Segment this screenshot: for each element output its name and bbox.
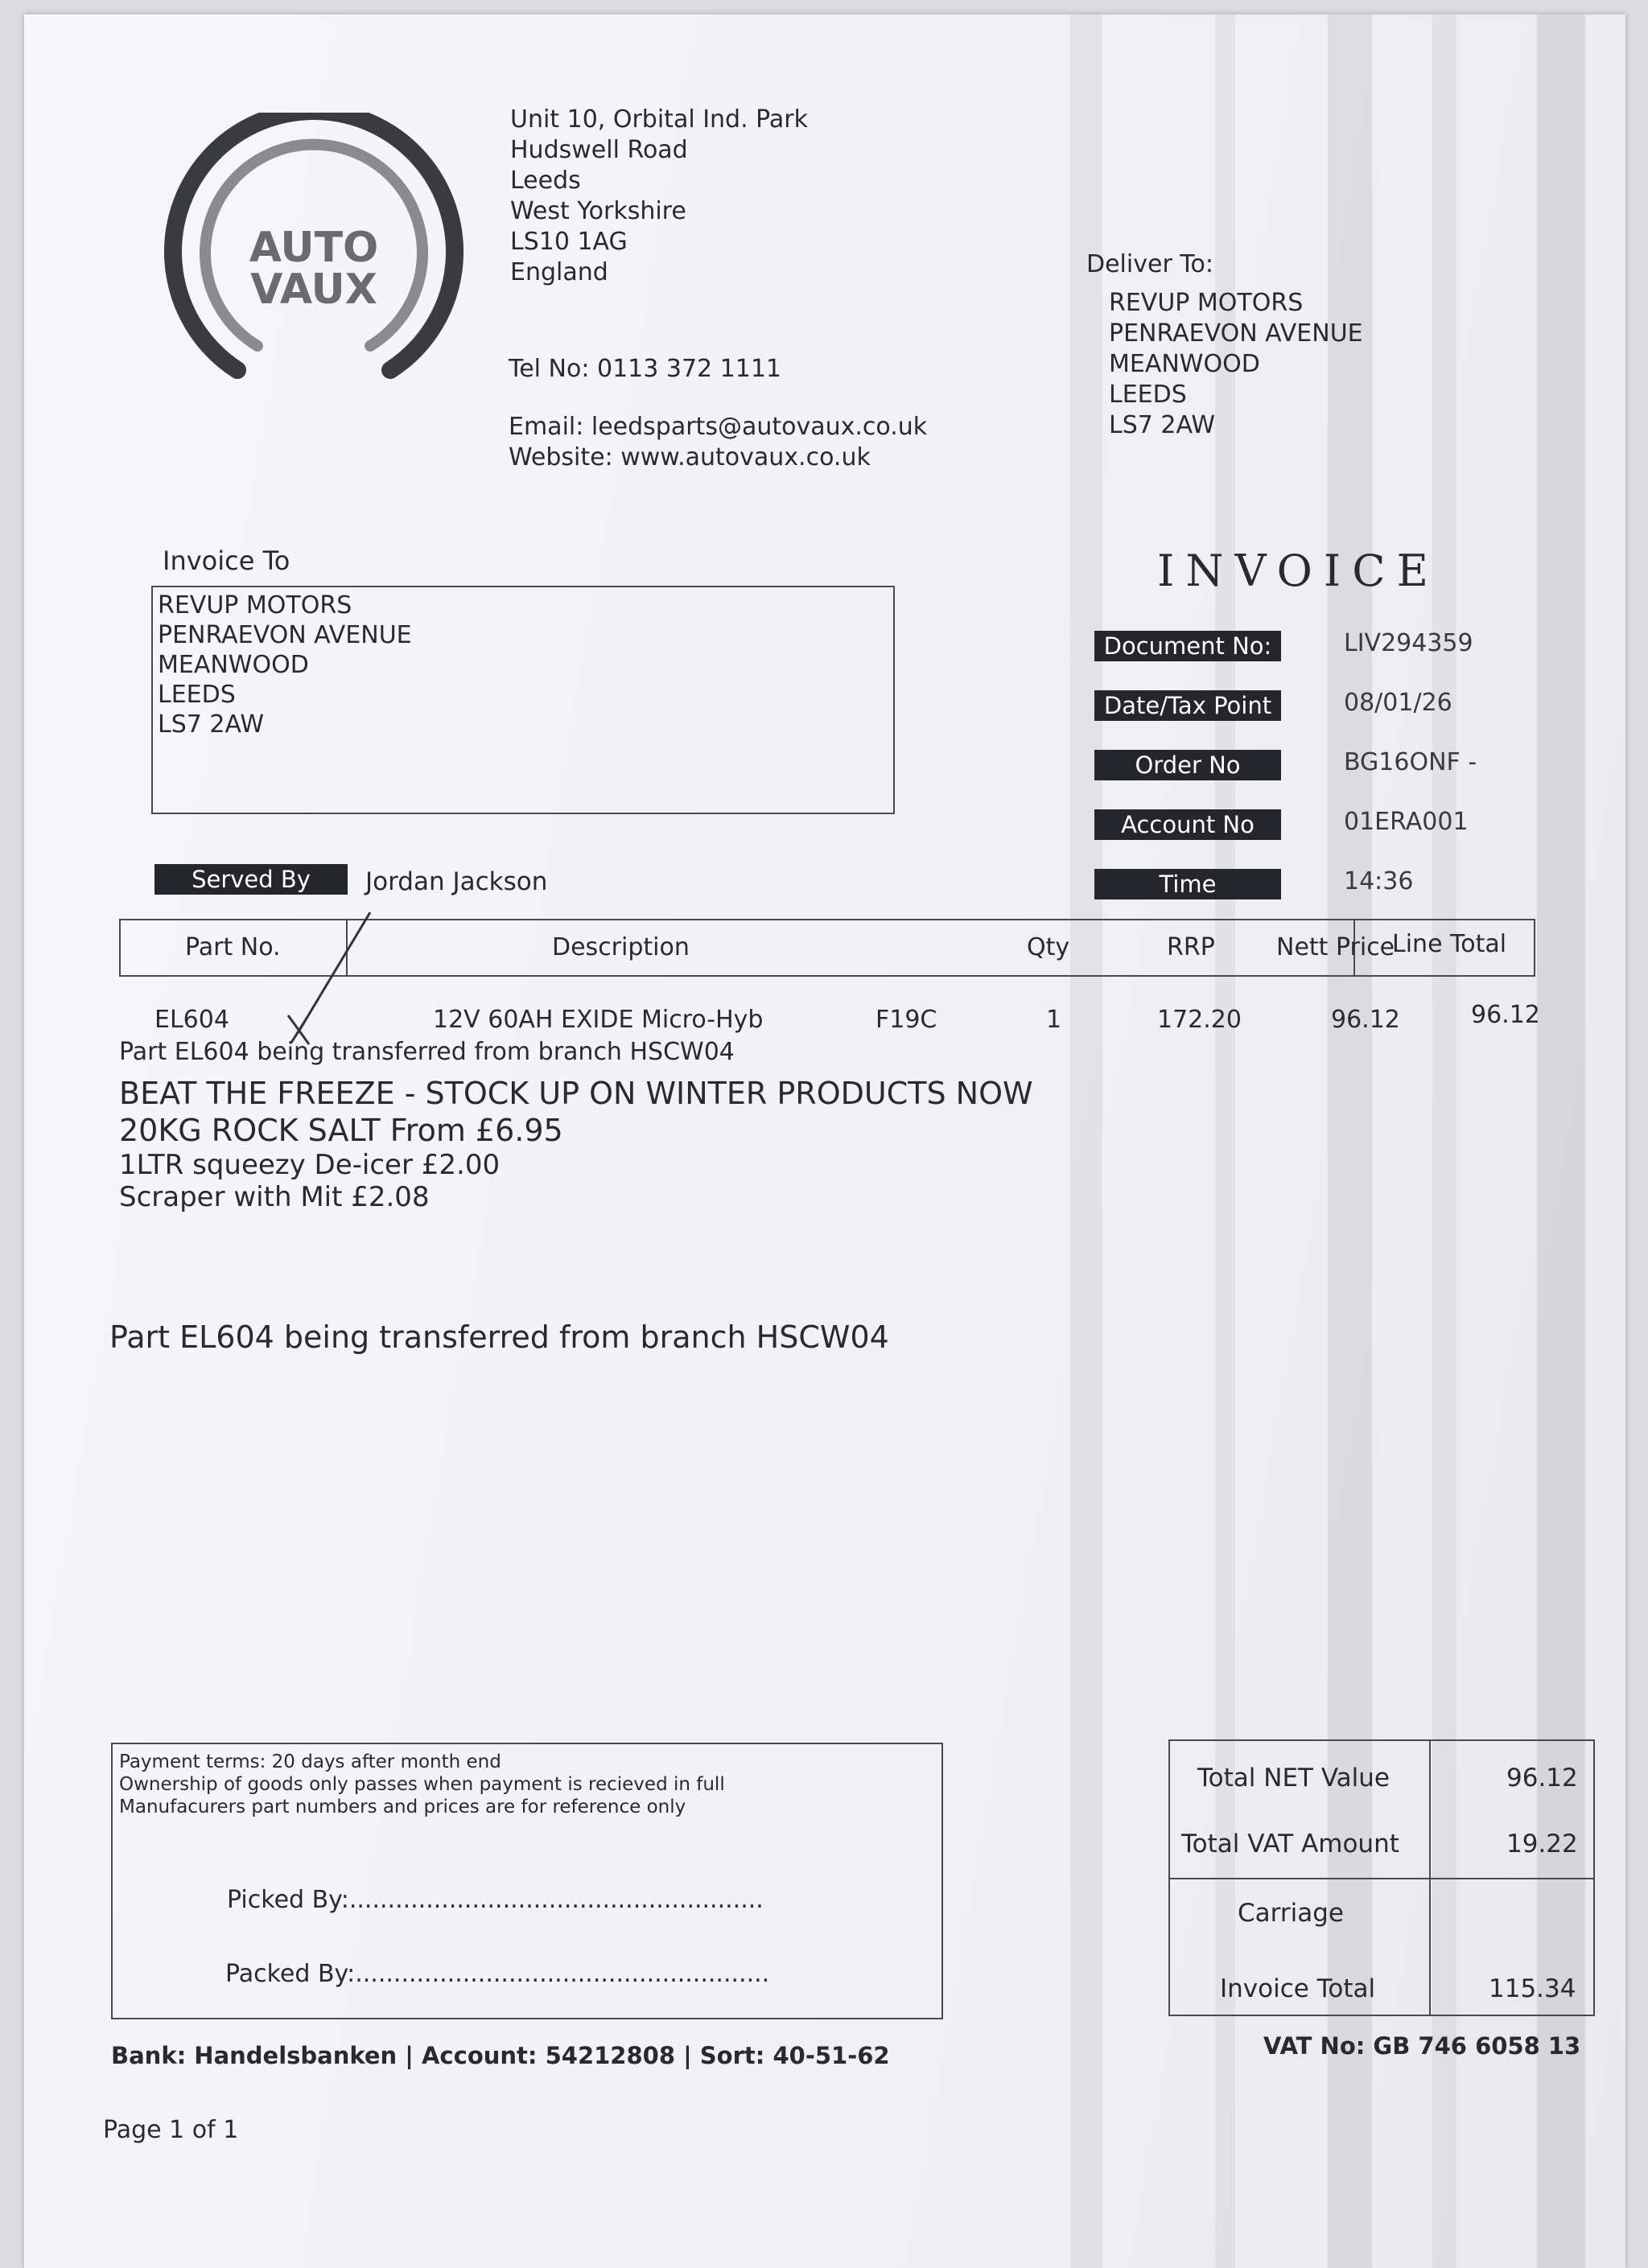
header-qty: Qty [1027,933,1070,961]
invoice-to-line: MEANWOOD [158,651,309,679]
promo-line: 1LTR squeezy De-icer £2.00 [119,1149,501,1181]
row-rrp: 172.20 [1157,1006,1242,1034]
bank-details: Bank: Handelsbanken | Account: 54212808 | Sort: 40-51-62 [111,2042,890,2069]
invoice-to-box [151,586,895,814]
order-no-value: BG16ONF - [1344,748,1477,776]
header-line-total: Line Total [1392,930,1507,958]
transfer-note: Part EL604 being transferred from branch HSCW04 [109,1319,889,1355]
invoice-title: INVOICE [1157,545,1440,596]
row-transfer-note: Part EL604 being transferred from branch HSCW04 [119,1038,735,1066]
address-line: Hudswell Road [510,136,688,164]
packed-by: Packed By:...................................................... [225,1960,770,1988]
total-net-label: Total NET Value [1197,1764,1390,1793]
totals-divider [1170,1878,1593,1879]
row-description: 12V 60AH EXIDE Micro-Hyb [433,1006,764,1034]
terms-line: Ownership of goods only passes when payment is recieved in full [119,1774,725,1795]
document-no-value: LIV294359 [1344,629,1473,657]
vat-number: VAT No: GB 746 6058 13 [1263,2032,1581,2060]
row-line-total: 96.12 [1471,1001,1540,1029]
row-nett-price: 96.12 [1331,1006,1400,1034]
total-vat-value: 19.22 [1506,1830,1578,1858]
deliver-line: LEEDS [1109,381,1187,409]
page-number: Page 1 of 1 [103,2116,239,2144]
header-part-no: Part No. [185,933,281,961]
address-line: England [510,258,608,286]
invoice-to-line: REVUP MOTORS [158,591,352,619]
time-value: 14:36 [1344,867,1414,895]
promo-line: BEAT THE FREEZE - STOCK UP ON WINTER PRODUCTS NOW [119,1076,1033,1111]
invoice-to-address [158,591,412,739]
terms-box [111,1743,943,2019]
address-line: Unit 10, Orbital Ind. Park [510,105,809,134]
totals-box [1168,1739,1595,2016]
header-rrp: RRP [1167,933,1215,961]
deliver-to-address [1109,288,1363,441]
terms-line: Manufacurers part numbers and prices are for reference only [119,1797,686,1817]
invoice-to-line: LS7 2AW [158,710,265,739]
row-code: F19C [876,1006,937,1034]
scan-streak [1070,14,1102,2268]
deliver-line: PENRAEVON AVENUE [1109,319,1363,348]
company-tel: Tel No: 0113 372 1111 [509,355,782,383]
address-line: LS10 1AG [510,228,628,256]
terms-line: Payment terms: 20 days after month end [119,1751,501,1772]
picked-by: Picked By:...................................................... [227,1886,764,1914]
order-no-label: Order No [1094,750,1281,780]
company-email: Email: leedsparts@autovaux.co.uk [509,413,928,441]
account-no-label: Account No [1094,809,1281,840]
document-no-label: Document No: [1094,631,1281,661]
company-website: Website: www.autovaux.co.uk [509,443,871,471]
served-by-name: Jordan Jackson [365,867,548,896]
promo-line: 20KG ROCK SALT From £6.95 [119,1113,563,1148]
invoice-paper [24,14,1625,2268]
deliver-to-label: Deliver To: [1086,250,1213,278]
invoice-total-label: Invoice Total [1220,1974,1376,2003]
pen-mark [249,896,394,1049]
autovaux-logo [161,113,467,402]
logo-text-auto: AUTO [249,224,379,272]
carriage-label: Carriage [1238,1899,1344,1928]
logo-text-vaux: VAUX [250,265,377,314]
invoice-to-line: LEEDS [158,681,236,709]
invoice-to-label: Invoice To [163,545,290,576]
invoice-to-line: PENRAEVON AVENUE [158,621,412,649]
promo-block [119,1075,1033,1213]
company-address [510,105,808,288]
invoice-total-value: 115.34 [1489,1974,1576,2003]
served-by-label: Served By [154,864,348,895]
time-label: Time [1094,869,1281,899]
address-line: West Yorkshire [510,197,686,225]
total-vat-label: Total VAT Amount [1181,1830,1399,1858]
deliver-line: LS7 2AW [1109,411,1216,439]
row-part-no: EL604 [154,1006,229,1034]
account-no-value: 01ERA001 [1344,808,1469,836]
header-nett-price: Nett Price [1276,933,1395,961]
deliver-line: MEANWOOD [1109,350,1260,378]
address-line: Leeds [510,167,581,195]
row-qty: 1 [1046,1006,1062,1034]
header-description: Description [552,933,690,961]
deliver-line: REVUP MOTORS [1109,289,1304,317]
terms-text [119,1751,725,1818]
total-net-value: 96.12 [1506,1764,1578,1793]
date-label: Date/Tax Point [1094,690,1281,721]
promo-line: Scraper with Mit £2.08 [119,1181,430,1213]
date-value: 08/01/26 [1344,689,1452,717]
